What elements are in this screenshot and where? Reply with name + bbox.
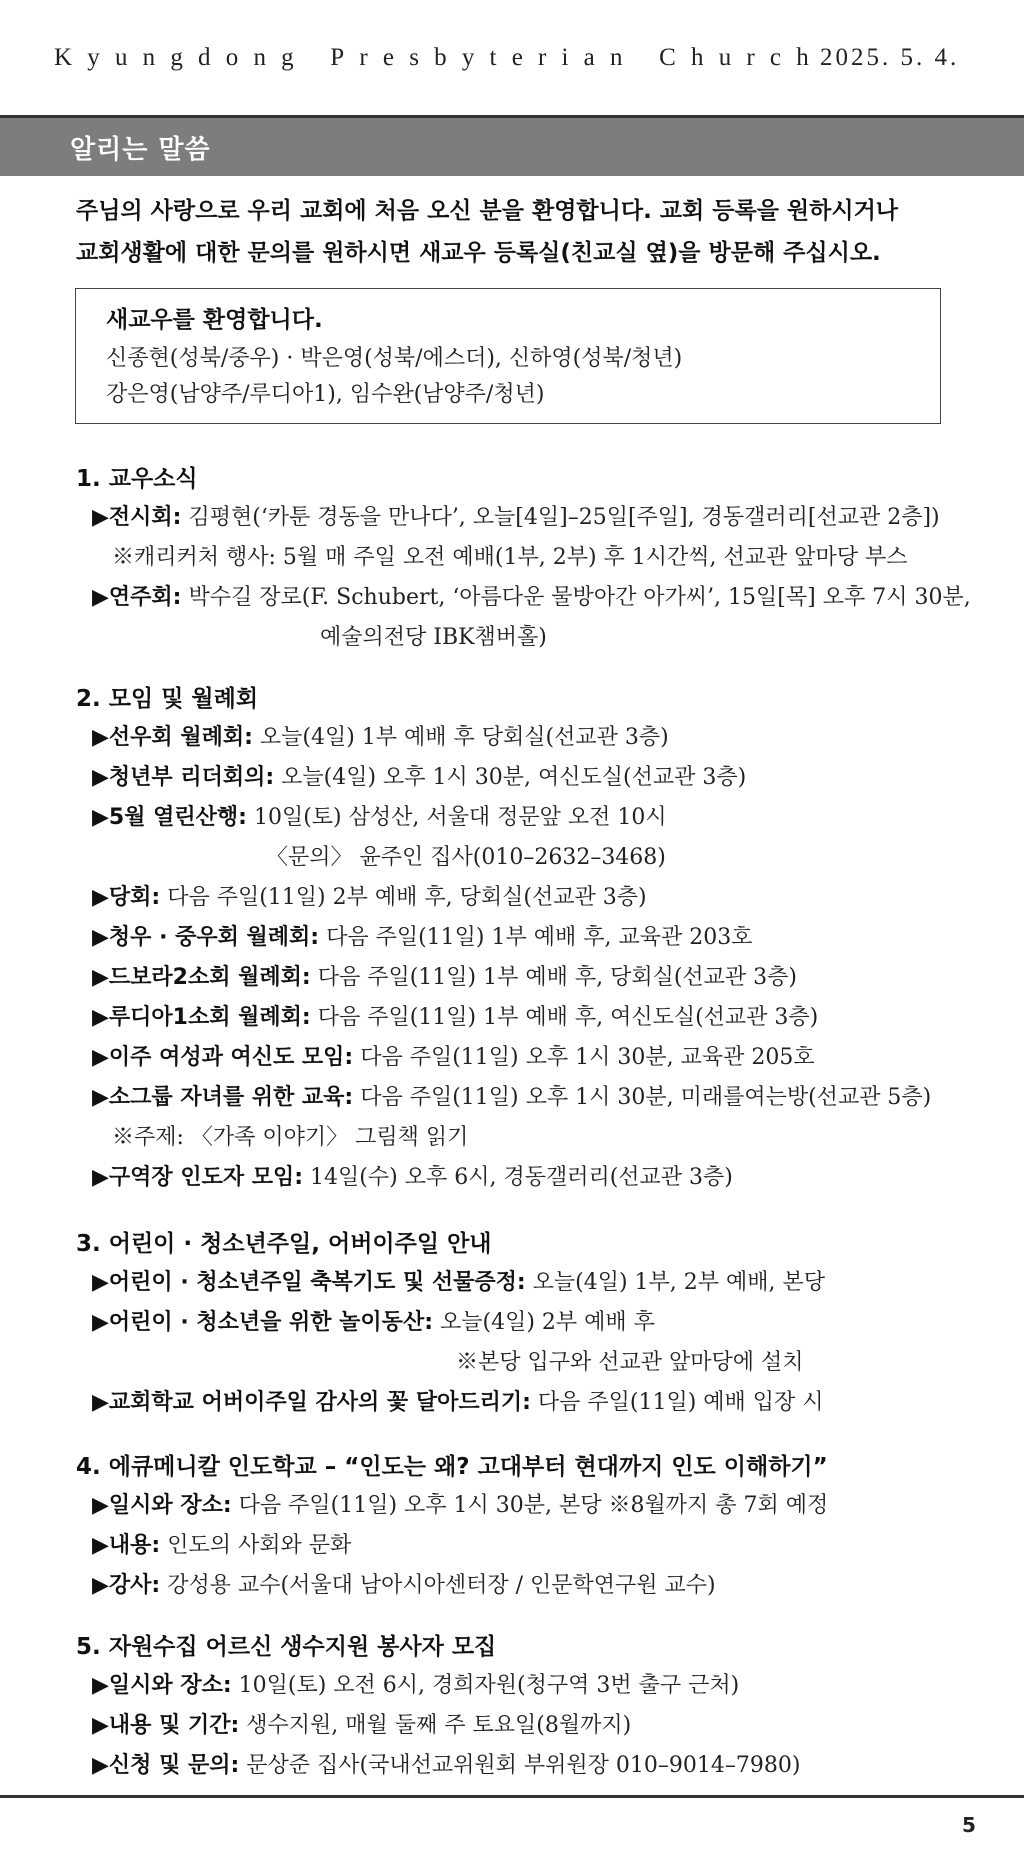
list-item [92,960,797,991]
item-label: ▶전시회: [92,505,182,530]
list-item [92,1748,800,1779]
item-text: 10일(토) 오전 6시, 경희자원(청구역 3번 출구 근처) [231,1673,740,1698]
item-text: 다음 주일(11일) 오후 1시 30분, 미래를여는방(선교관 5층) [353,1085,932,1110]
list-item [92,1668,739,1699]
page-header [0,44,1024,84]
item-label: ▶어린이 · 청소년을 위한 놀이동산: [92,1310,433,1335]
item-label: ▶당회: [92,885,161,910]
item-text: 14일(수) 오후 6시, 경동갤러리(선교관 3층) [303,1165,733,1190]
item-note: ※본당 입구와 선교관 앞마당에 설치 [456,1350,804,1375]
section-banner [0,118,1024,176]
new-member-line-1: 신종현(성북/중우) · 박은영(성북/에스더), 신하영(성북/청년) [106,346,683,371]
item-text: 오늘(4일) 2부 예배 후 [433,1310,655,1335]
new-member-title: 새교우를 환영합니다. [106,307,323,333]
list-item [92,1000,818,1031]
list-item [92,1265,825,1296]
item-label: ▶교회학교 어버이주일 감사의 꽃 달아드리기: [92,1390,531,1415]
item-label: ▶신청 및 문의: [92,1753,240,1778]
item-text: 박수길 장로(F. Schubert, ‘아름다운 물방아간 아가씨’, 15일[목] 오후 7시 30분, [181,585,971,610]
list-item [92,500,940,531]
item-label: ▶연주회: [92,585,182,610]
bulletin-date: 2025. 5. 4. [820,44,960,71]
list-item [92,1385,824,1416]
item-text: 오늘(4일) 1부, 2부 예배, 본당 [525,1270,826,1295]
church-name: Kyungdong Presbyterian Church [54,44,824,71]
list-item [92,800,667,831]
item-label: ▶일시와 장소: [92,1493,232,1518]
banner-title: 알리는 말씀 [70,135,211,165]
item-text: 다음 주일(11일) 1부 예배 후, 여신도실(선교관 3층) [310,1005,819,1030]
list-item [92,760,746,791]
item-text: 문상준 집사(국내선교위원회 부위원장 010–9014–7980) [239,1753,801,1778]
list-item [92,1488,828,1519]
bottom-divider [0,1795,1024,1798]
item-text: 오늘(4일) 오후 1시 30분, 여신도실(선교관 3층) [274,765,747,790]
item-label: ▶강사: [92,1573,161,1598]
item-label: ▶어린이 · 청소년주일 축복기도 및 선물증정: [92,1270,526,1295]
section-title-volunteer: 5. 자원수집 어르신 생수지원 봉사자 모집 [76,1634,497,1660]
item-label: ▶드보라2소회 월례회: [92,965,311,990]
intro-line-1: 주님의 사랑으로 우리 교회에 처음 오신 분을 환영합니다. 교회 등록을 원하시거나 [76,198,899,224]
list-item [92,580,971,611]
item-text: 생수지원, 매월 둘째 주 토요일(8월까지) [239,1713,632,1738]
section-title-news: 1. 교우소식 [76,466,198,492]
item-label: ▶청년부 리더회의: [92,765,275,790]
list-item [92,1080,931,1111]
item-text: 인도의 사회와 문화 [160,1533,352,1558]
item-note: ※주제: 〈가족 이야기〉 그림책 읽기 [112,1125,469,1150]
item-label: ▶5월 열린산행: [92,805,247,830]
intro-line-2: 교회생활에 대한 문의를 원하시면 새교우 등록실(친교실 옆)을 방문해 주십시오. [76,240,881,266]
section-title-meetings: 2. 모임 및 월례회 [76,686,259,712]
item-label: ▶내용 및 기간: [92,1713,240,1738]
item-label: ▶구역장 인도자 모임: [92,1165,304,1190]
item-text: 다음 주일(11일) 오후 1시 30분, 본당 ※8월까지 총 7회 예정 [231,1493,829,1518]
list-item [92,1040,815,1071]
list-item [92,1528,351,1559]
list-item [92,1568,716,1599]
item-text: 다음 주일(11일) 오후 1시 30분, 교육관 205호 [353,1045,815,1070]
section-title-children-parents: 3. 어린이 · 청소년주일, 어버이주일 안내 [76,1231,492,1257]
list-item [92,880,647,911]
list-item [92,1160,733,1191]
item-label: ▶일시와 장소: [92,1673,232,1698]
list-item [92,1305,655,1336]
item-note: ※캐리커처 행사: 5월 매 주일 오전 예배(1부, 2부) 후 1시간씩, 선교관 앞마당 부스 [112,545,908,570]
item-continuation: 예술의전당 IBK챔버홀) [320,625,547,650]
list-item [92,720,669,751]
page-number: 5 [962,1813,976,1837]
item-text: 김평현(‘카툰 경동을 만나다’, 오늘[4일]–25일[주일], 경동갤러리[선교관 2층]) [181,505,940,530]
item-continuation: 〈문의〉 윤주인 집사(010–2632–3468) [266,845,666,870]
item-label: ▶루디아1소회 월례회: [92,1005,311,1030]
item-text: 다음 주일(11일) 1부 예배 후, 당회실(선교관 3층) [310,965,798,990]
item-label: ▶내용: [92,1533,161,1558]
item-text: 다음 주일(11일) 2부 예배 후, 당회실(선교관 3층) [160,885,647,910]
item-label: ▶이주 여성과 여신도 모임: [92,1045,354,1070]
item-label: ▶선우회 월례회: [92,725,253,750]
item-text: 강성용 교수(서울대 남아시아센터장 / 인문학연구원 교수) [160,1573,716,1598]
item-label: ▶청우 · 중우회 월례회: [92,925,320,950]
new-member-line-2: 강은영(남양주/루디아1), 임수완(남양주/청년) [106,382,545,407]
item-label: ▶소그룹 자녀를 위한 교육: [92,1085,354,1110]
list-item [92,920,752,951]
item-text: 다음 주일(11일) 1부 예배 후, 교육관 203호 [319,925,753,950]
intro-text [76,190,976,274]
item-text: 오늘(4일) 1부 예배 후 당회실(선교관 3층) [252,725,669,750]
list-item [92,1708,631,1739]
new-member-box [75,288,941,424]
item-text: 다음 주일(11일) 예배 입장 시 [530,1390,824,1415]
item-text: 10일(토) 삼성산, 서울대 정문앞 오전 10시 [246,805,667,830]
section-title-ecumenical-school: 4. 에큐메니칼 인도학교 – “인도는 왜? 고대부터 현대까지 인도 이해하기” [76,1454,828,1480]
